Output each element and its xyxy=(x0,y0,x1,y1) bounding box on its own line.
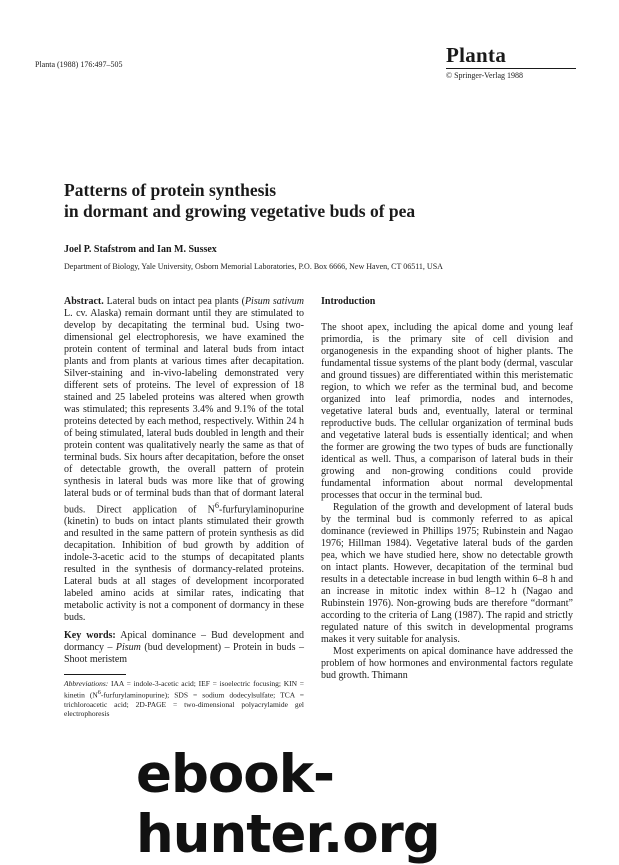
author-affiliation: Department of Biology, Yale University, Osborn Memorial Laboratories, P.O. Box 6666, New Haven, CT 06511, USA xyxy=(64,262,443,271)
abbreviations-text-2: -furfurylaminopurine); SDS = sodium dodecylsulfate; TCA = trichloroacetic acid; 2D-PAGE = two-dimensional polyacrylamide gel electrophoresis xyxy=(64,690,304,718)
introduction-paragraph-3: Most experiments on apical dominance have addressed the problem of how hormones and environmental factors regulate bud growth. Thimann xyxy=(321,646,573,681)
left-column xyxy=(64,296,304,718)
keywords-label: Key words: xyxy=(64,630,116,642)
title-line-1: Patterns of protein synthesis xyxy=(64,180,277,200)
article-title xyxy=(64,180,584,222)
abstract-text-2: L. cv. Alaska) remain dormant until they are stimulated to develop by decapitating the terminal bud. Using two-dimensional gel electrophoresis, we have examined the protein content of terminal and lateral buds from intact plants and from plants at various times after decapitation. Silver-staining and in-vivo-labeling demonstrated very different sets of proteins. The level of expression of 18 stained and 25 labeled proteins was altered when growth was stimulated; this represents 3.4% and 9.1% of the total proteins detected by each method, respectively. Within 24 h of being stimulated, lateral buds doubled in length and their protein content was qualitatively nearly the same as that of terminal buds. Six hours after decapitation, before the onset of detectable growth, the overall pattern of protein synthesis in lateral buds was more like that of growing lateral buds or of terminal buds than that of dormant lateral buds. Direct application of N xyxy=(64,308,304,516)
abbreviations-footnote xyxy=(64,679,304,718)
introduction-heading: Introduction xyxy=(321,296,376,307)
keywords-text-2: (bud development) – Protein in buds – Shoot meristem xyxy=(64,642,304,666)
author-list: Joel P. Stafstrom and Ian M. Sussex xyxy=(64,244,217,255)
introduction-paragraph-2: Regulation of the growth and development of lateral buds by the terminal bud is commonly referred to as apical dominance (reviewed in Phillips 1975; Rubinstein and Nagao 1976; Hillman 1984). Vegetative lateral buds of the garden pea, which we have studied here, show no detectable growth on intact plants. However, decapitation of the terminal bud results in a detectable increase in bud length within 6–8 h and an increase in mitotic index within 8–12 h (Nagao and Rubinstein 1976). Non-growing buds are therefore “dormant” according to the criteria of Lang (1987). The rapid and strictly regulated nature of this switch in developmental programs makes it very suitable for analysis. xyxy=(321,502,573,645)
right-column xyxy=(321,296,573,682)
introduction-paragraph-1: The shoot apex, including the apical dome and young leaf primordia, is the primary site of cell division and organogenesis in the expanding shoot of higher plants. The fundamental tissue systems of the plant body (dermal, vascular and ground tissues) are differentiated within this meristematic region, to which we refer as the terminal bud, and become organized into leaf primordia, nodes and internodes, vegetative lateral buds and, eventually, lateral or terminal reproductive buds. The cellular organization of terminal buds and vegetative lateral buds is essentially identical; and when the former are growing the two types of buds are functionally identical as well. Thus, a comparison of lateral buds in their growing and non-growing conditions could provide fundamental information about normal developmental processes that occur in the terminal bud. xyxy=(321,322,573,501)
abbreviations-text-1: IAA = indole-3-acetic acid; IEF = isoelectric focusing; KIN = kinetin (N xyxy=(64,679,304,700)
footnote-divider xyxy=(64,674,126,675)
abstract-species: Pisum sativum xyxy=(244,296,305,307)
abstract-label: Abstract. xyxy=(64,296,104,307)
watermark: ebook-hunter.org xyxy=(136,745,619,865)
logo-divider xyxy=(446,68,576,69)
abstract-paragraph xyxy=(64,296,304,624)
keywords-text-1: Apical dominance – Bud development and dormancy – xyxy=(64,630,304,654)
keywords-genus: Pisum xyxy=(115,642,141,654)
abstract-text-1: Lateral buds on intact pea plants ( xyxy=(103,296,245,307)
copyright-notice: © Springer-Verlag 1988 xyxy=(446,71,524,80)
title-line-2: in dormant and growing vegetative buds of pea xyxy=(64,201,416,221)
abbreviations-superscript: 6 xyxy=(97,689,101,697)
journal-citation: Planta (1988) 176:497–505 xyxy=(35,60,123,69)
abstract-superscript: 6 xyxy=(214,501,220,510)
keywords-paragraph xyxy=(64,630,304,666)
journal-logo: Planta xyxy=(446,43,507,67)
abbreviations-label: Abbreviations: xyxy=(64,679,109,689)
abstract-text-3: -furfurylaminopurine (kinetin) to buds on intact plants stimulated their growth and resulted in the same pattern of protein synthesis as did decapitation. Inhibition of bud growth by addition of indole-3-acetic acid to the stumps of decapitated plants resulted in the synthesis of dormancy-related proteins. Lateral buds at all stages of development incorporated labeled amino acids at similar rates, indicating that metabolic activity is not a component of dormancy in these buds. xyxy=(64,504,304,624)
